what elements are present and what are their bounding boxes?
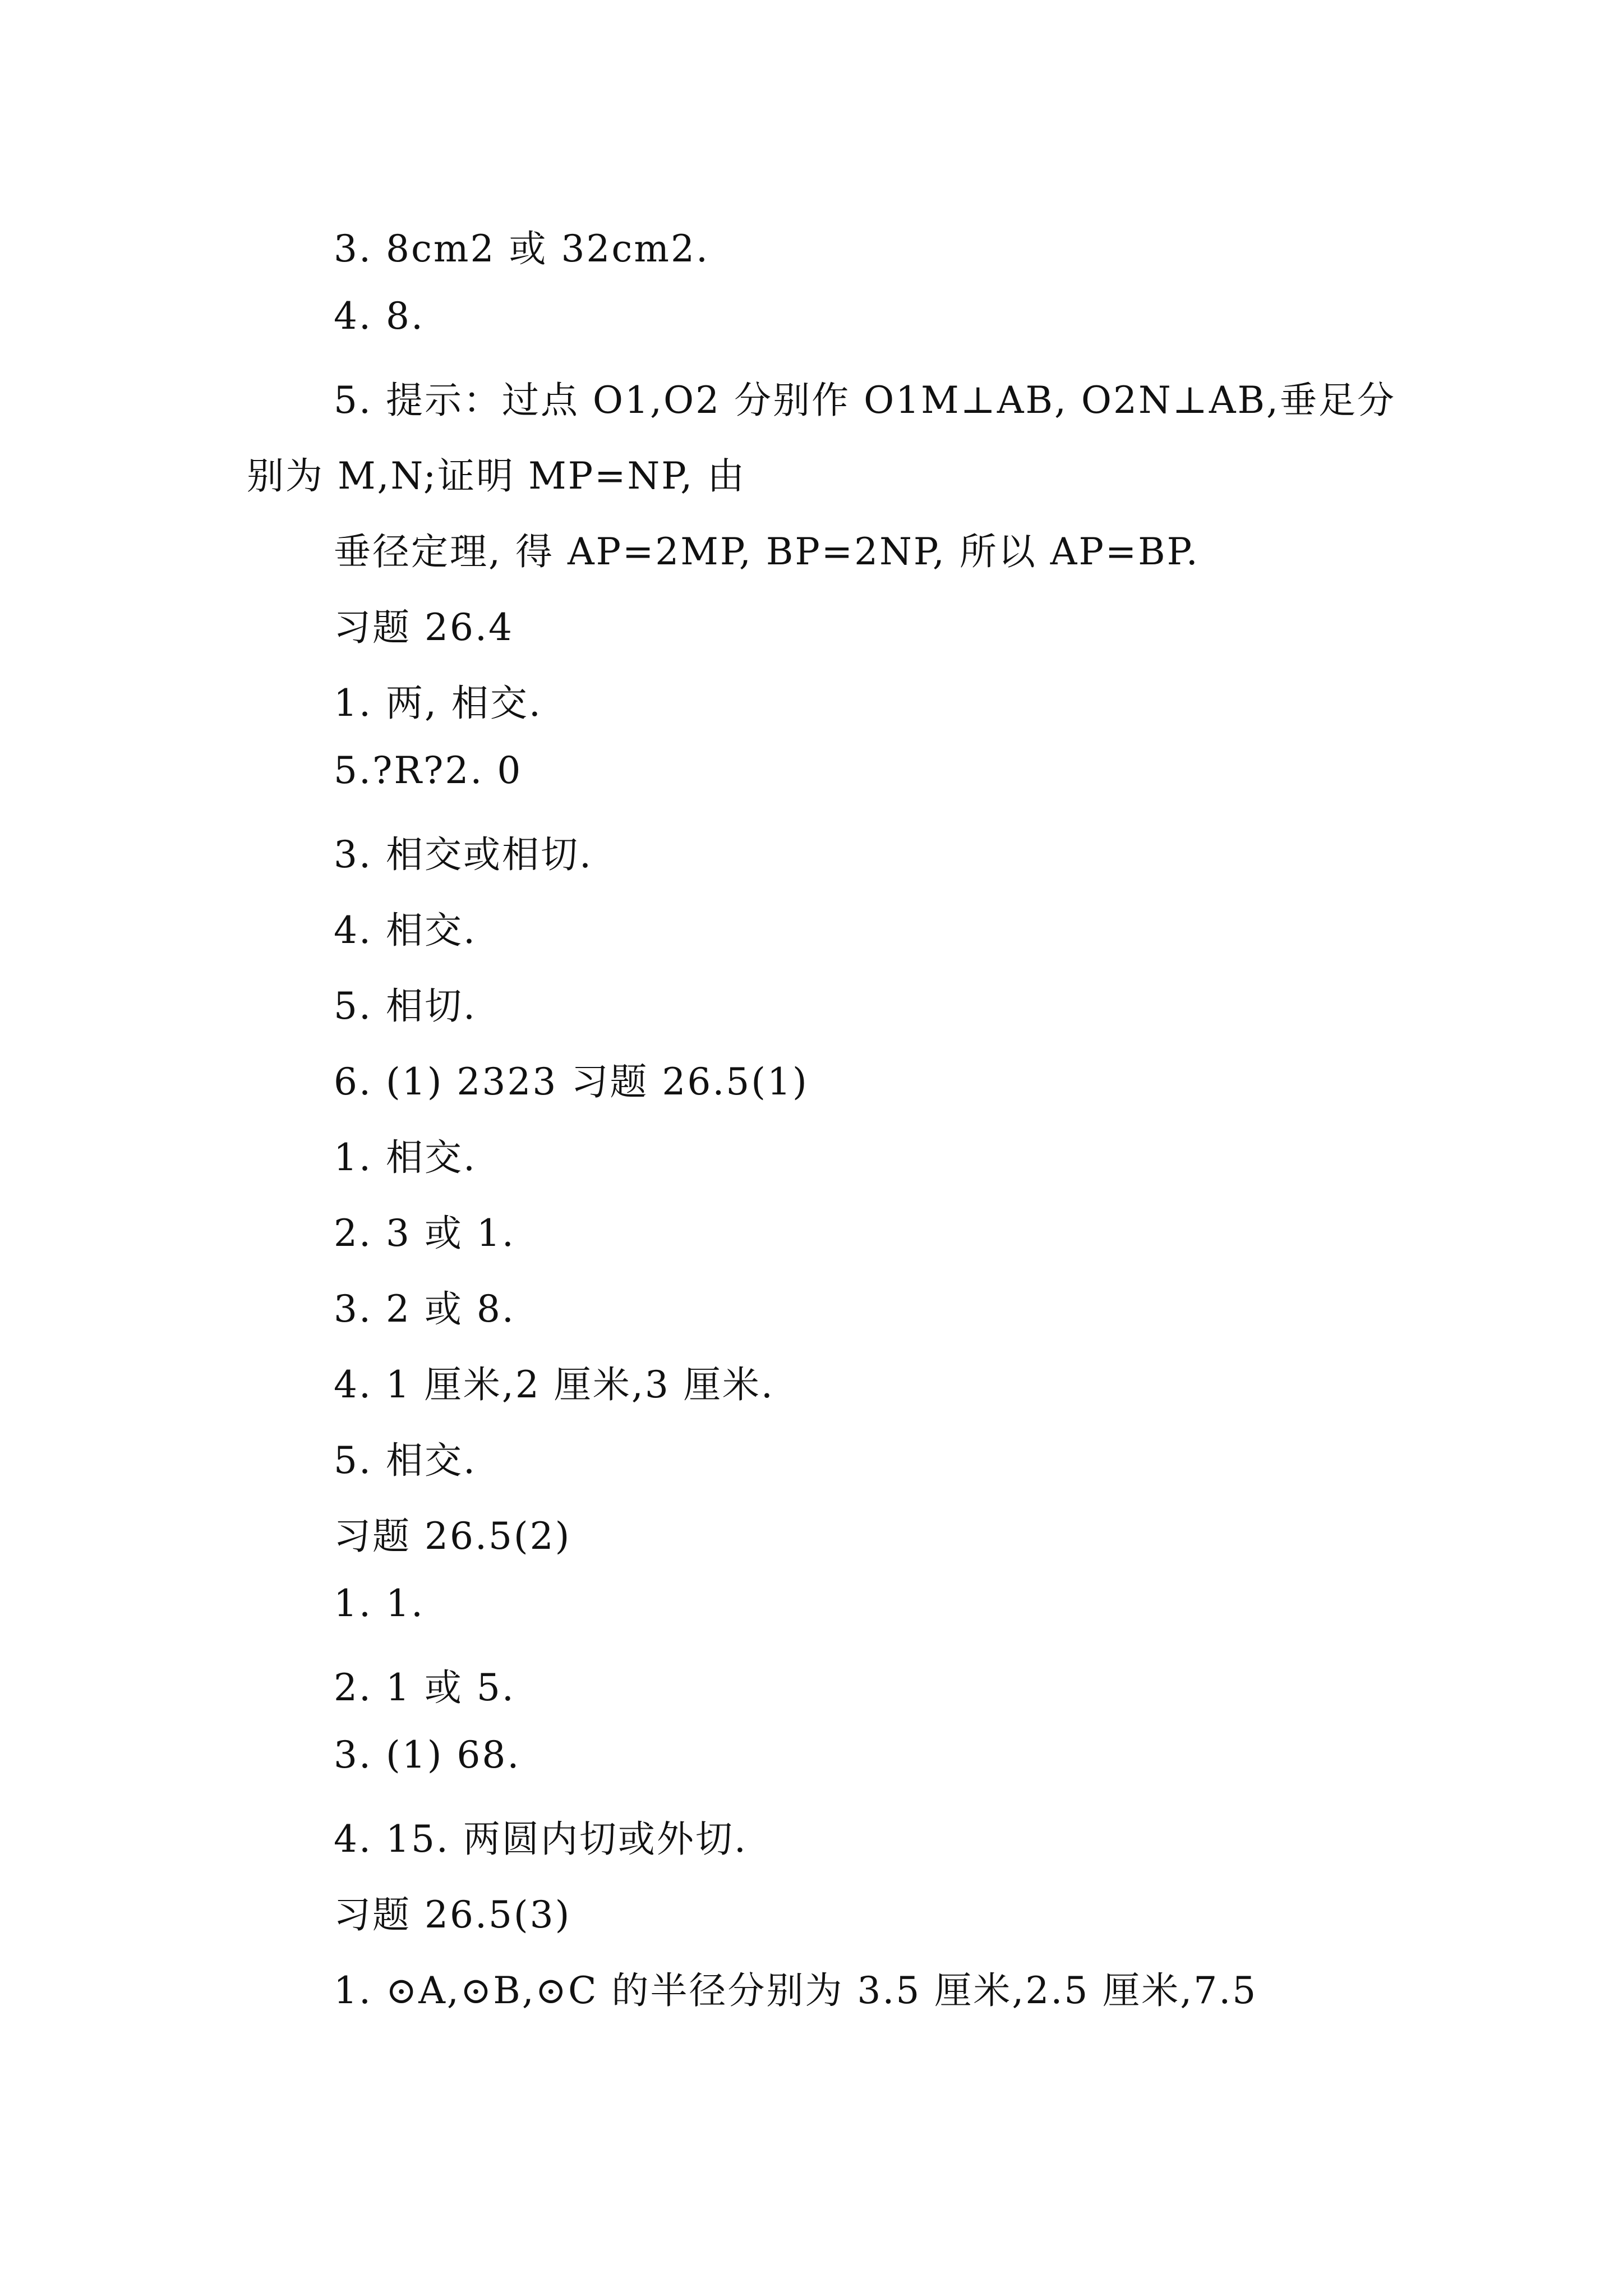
text-line: 垂径定理, 得 AP=2MP, BP=2NP, 所以 AP=BP. bbox=[334, 530, 1200, 573]
text-line: 2. 3 或 1. bbox=[334, 1212, 515, 1255]
text-line: 3. (1) 68. bbox=[334, 1733, 521, 1777]
text-line: 4. 相交. bbox=[334, 909, 477, 952]
text-line: 别为 M,N;证明 MP=NP, 由 bbox=[247, 454, 746, 498]
section-heading: 习题 26.5(3) bbox=[334, 1893, 571, 1936]
section-heading: 习题 26.5(2) bbox=[334, 1515, 571, 1558]
text-line: 5. 相切. bbox=[334, 984, 477, 1028]
text-line: 4. 1 厘米,2 厘米,3 厘米. bbox=[334, 1363, 774, 1406]
text-line: 5. 相交. bbox=[334, 1439, 477, 1482]
section-heading: 习题 26.4 bbox=[334, 606, 514, 649]
text-line: 1. 两, 相交. bbox=[334, 682, 542, 725]
text-line: 6. (1) 2323 习题 26.5(1) bbox=[334, 1060, 809, 1103]
text-line: 1. 相交. bbox=[334, 1136, 477, 1179]
text-line: 3. 相交或相切. bbox=[334, 833, 593, 876]
text-line: 1. ⊙A,⊙B,⊙C 的半径分别为 3.5 厘米,2.5 厘米,7.5 bbox=[334, 1969, 1258, 2012]
text-line: 3. 2 或 8. bbox=[334, 1287, 515, 1331]
text-line: 1. 1. bbox=[334, 1582, 425, 1625]
text-line: 3. 8cm2 或 32cm2. bbox=[334, 227, 709, 270]
text-line: 2. 1 或 5. bbox=[334, 1666, 515, 1709]
text-line: 5. 提示：过点 O1,O2 分别作 O1M⊥AB, O2N⊥AB,垂足分 bbox=[334, 379, 1396, 422]
text-line: 4. 15. 两圆内切或外切. bbox=[334, 1818, 748, 1861]
text-line: 4. 8. bbox=[334, 295, 425, 338]
text-line: 5.?R?2. 0 bbox=[334, 749, 523, 792]
